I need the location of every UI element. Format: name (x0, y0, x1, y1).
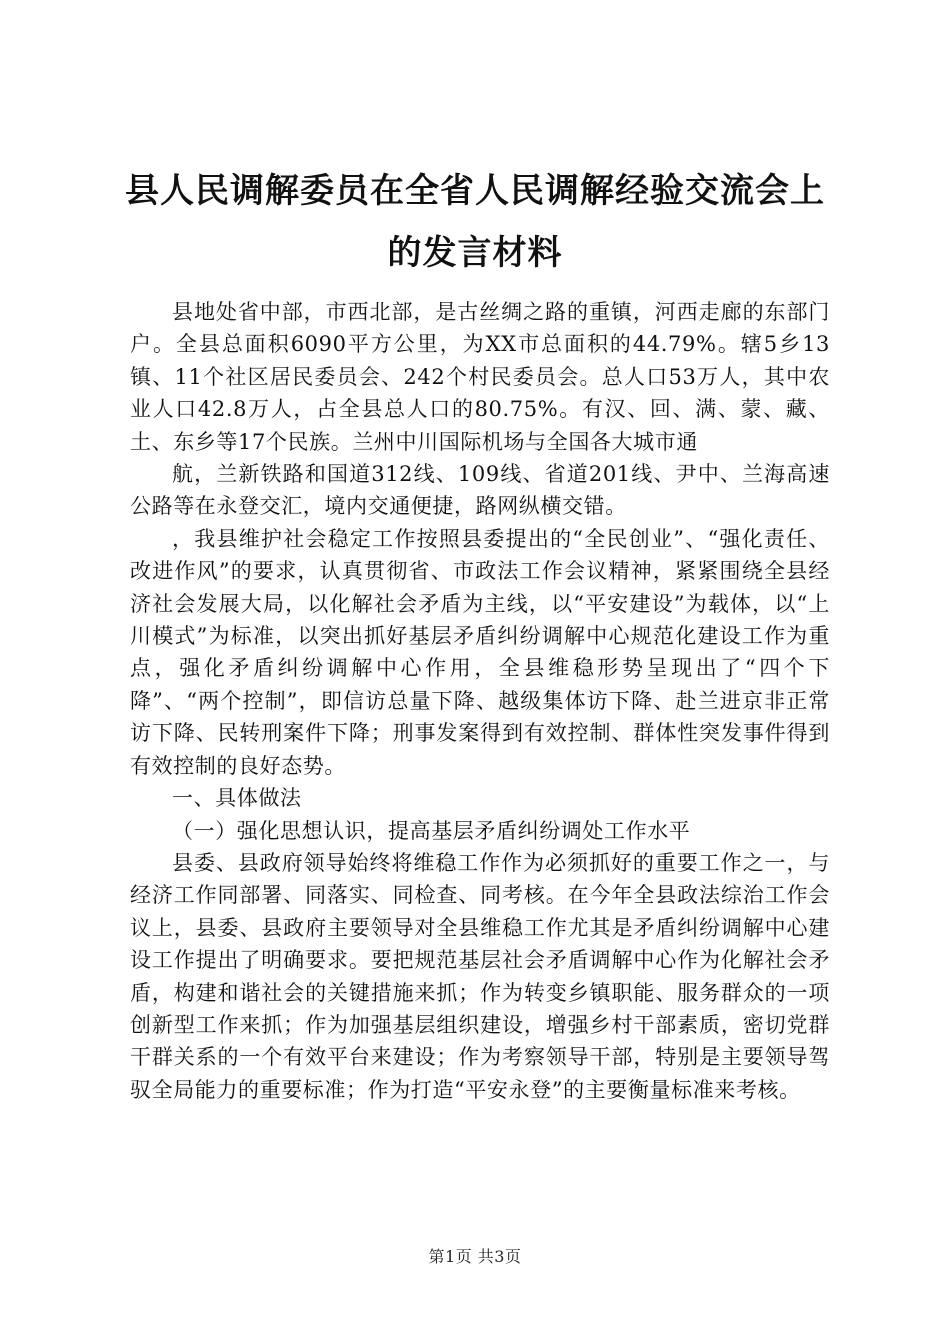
paragraph-leadership: 县委、县政府领导始终将维稳工作作为必须抓好的重要工作之一，与经济工作同部署、同落实、同检查、同考核。在今年全县政法综治工作会议上，县委、县政府主要领导对全县维稳工作尤其是矛盾纠纷调解中心建设工作提出了明确要求。要把规范基层社会矛盾调解中心作为化解社会矛盾，构建和谐社会的关键措施来抓；作为转变乡镇职能、服务群众的一项创新型工作来抓；作为加强基层组织建设，增强乡村干部素质，密切党群干群关系的一个有效平台来建设；作为考察领导干部，特别是主要领导驾驭全局能力的重要标准；作为打造“平安永登”的主要衡量标准来考核。 (130, 850, 830, 1102)
page-footer: 第1页 共3页 (428, 1247, 522, 1266)
section-heading-methods: 一、具体做法 (172, 786, 302, 811)
paragraph-transport: 航，兰新铁路和国道312线、109线、省道201线、尹中、兰海高速公路等在永登交汇，境内交通便捷，路网纵横交错。 (130, 462, 830, 519)
document-title: 县人民调解委员在全省人民调解经验交流会上的发言材料 (125, 171, 825, 273)
subsection-heading-1: （一）强化思想认识，提高基层矛盾纠纷调处工作水平 (172, 818, 691, 843)
document-body (130, 296, 830, 1106)
paragraph-stability-work: ，我县维护社会稳定工作按照县委提出的“全民创业”、“强化责任、改进作风”的要求，认真贯彻省、市政法工作会议精神，紧紧围绕全县经济社会发展大局，以化解社会矛盾为主线，以“平安建设”为载体，以“上川模式”为标准，以突出抓好基层矛盾纠纷调解中心规范化建设工作为重点，强化矛盾纠纷调解中心作用，全县维稳形势呈现出了“四个下降”、“两个控制”，即信访总量下降、越级集体访下降、赴兰进京非正常访下降、民转刑案件下降；刑事发案得到有效控制、群体性突发事件得到有效控制的良好态势。 (130, 526, 830, 778)
paragraph-county-overview: 县地处省中部，市西北部，是古丝绸之路的重镇，河西走廊的东部门户。全县总面积6090平方公里，为XX市总面积的44.79%。辖5乡13镇、11个社区居民委员会、242个村民委员会。总人口53万人，其中农业人口42.8万人，占全县总人口的80.75%。有汉、回、满、蒙、藏、土、东乡等17个民族。兰州中川国际机场与全国各大城市通 (130, 300, 830, 454)
